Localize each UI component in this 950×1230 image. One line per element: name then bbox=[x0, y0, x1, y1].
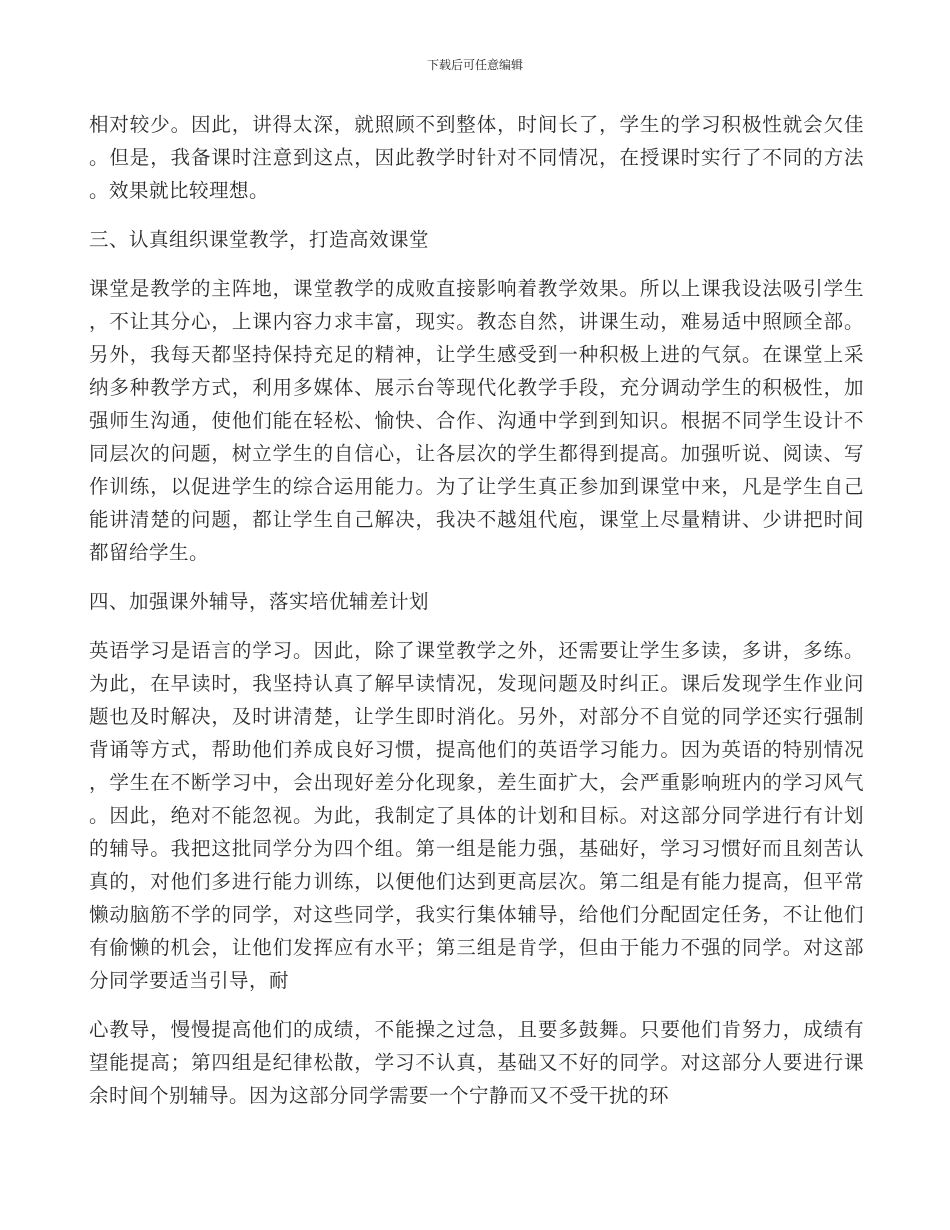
paragraph: 相对较少。因此，讲得太深，就照顾不到整体，时间长了，学生的学习积极性就会欠佳。但是，我备课时注意到这点，因此教学时针对不同情况，在授课时实行了不同的方法。效果就比较理想。 bbox=[89, 113, 864, 202]
page-header: 下载后可任意编辑 bbox=[426, 58, 523, 72]
section-heading: 三、认真组织课堂教学，打造高效课堂 bbox=[89, 228, 430, 251]
document-body bbox=[89, 108, 864, 1128]
paragraph: 课堂是教学的主阵地，课堂教学的成败直接影响着教学效果。所以上课我设法吸引学生，不让其分心，上课内容力求丰富，现实。教态自然，讲课生动，难易适中照顾全部。另外，我每天都坚持保持充足的精神，让学生感受到一种积极上进的气氛。在课堂上采纳多种教学方式，利用多媒体、展示台等现代化教学手段，充分调动学生的积极性，加强师生沟通，使他们能在轻松、愉快、合作、沟通中学到到知识。根据不同学生设计不同层次的问题，树立学生的自信心，让各层次的学生都得到提高。加强听说、阅读、写作训练，以促进学生的综合运用能力。为了让学生真正参加到课堂中来，凡是学生自己能讲清楚的问题，都让学生自己解决，我决不越俎代庖，课堂上尽量精讲、少讲把时间都留给学生。 bbox=[89, 277, 864, 564]
paragraph: 心教导，慢慢提高他们的成绩，不能操之过急，且要多鼓舞。只要他们肯努力，成绩有望能提高；第四组是纪律松散，学习不认真，基础又不好的同学。对这部分人要进行课余时间个别辅导。因为这部分同学需要一个宁静而又不受干扰的环 bbox=[89, 1018, 864, 1107]
paragraph: 英语学习是语言的学习。因此，除了课堂教学之外，还需要让学生多读，多讲，多练。为此，在早读时，我坚持认真了解早读情况，发现问题及时纠正。课后发现学生作业问题也及时解决，及时讲清楚，让学生即时消化。另外，对部分不自觉的同学还实行强制背诵等方式，帮助他们养成良好习惯，提高他们的英语学习能力。因为英语的特别情况，学生在不断学习中，会出现好差分化现象，差生面扩大，会严重影响班内的学习风气。因此，绝对不能忽视。为此，我制定了具体的计划和目标。对这部分同学进行有计划的辅导。我把这批同学分为四个组。第一组是能力强，基础好，学习习惯好而且刻苦认真的，对他们多进行能力训练，以便他们达到更高层次。第二组是有能力提高，但平常懒动脑筋不学的同学，对这些同学，我实行集体辅导，给他们分配固定任务，不让他们有偷懒的机会，让他们发挥应有水平；第三组是肯学，但由于能力不强的同学。对这部分同学要适当引导，耐 bbox=[89, 639, 864, 992]
section-heading: 四、加强课外辅导，落实培优辅差计划 bbox=[89, 590, 430, 613]
